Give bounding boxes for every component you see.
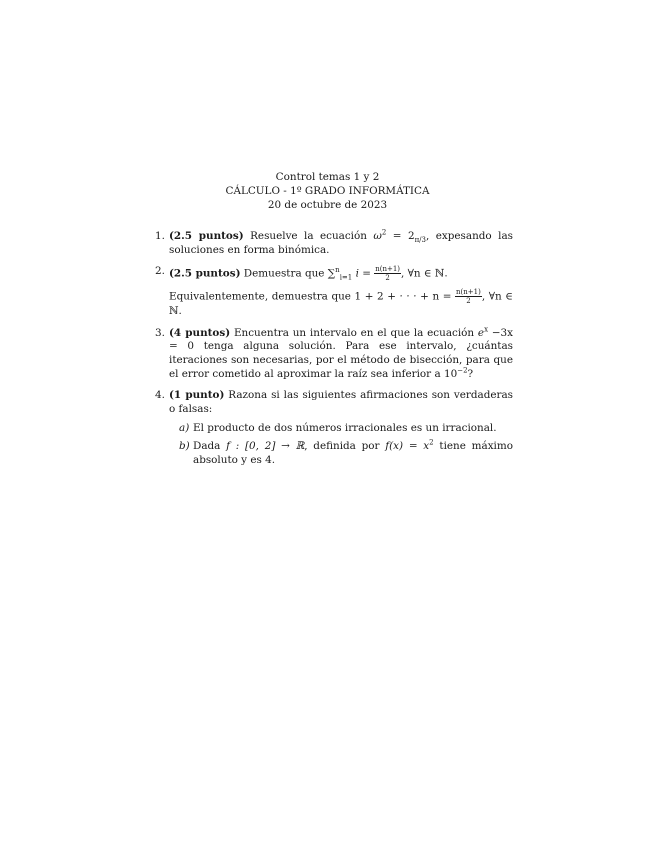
equivalent-text: Equivalentemente, demuestra que 1 + 2 + · · · + n = [169, 290, 456, 303]
fraction-denominator: 2 [466, 297, 471, 306]
header-line-3: 20 de octubre de 2023 [267, 199, 388, 211]
math-equals: = [358, 267, 375, 280]
question-text: Demuestra que [243, 267, 325, 280]
question-text: Resuelve la ecuación [250, 230, 367, 242]
sum-lower: i=1 [339, 273, 353, 282]
sub-question-label: b) [179, 439, 190, 452]
math-exponent: 2 [429, 438, 434, 447]
fraction-denominator: 2 [385, 274, 390, 283]
sum-symbol: ∑ [327, 267, 336, 280]
sub-question-text-end: tiene máximo absoluto y es 4. [193, 439, 513, 466]
math-equals: = 2 [386, 230, 415, 242]
question-text-continued: , expesando las soluciones en forma binómica. [169, 230, 513, 256]
sub-question-text: Dada [193, 439, 221, 452]
math-equation-rest: −3x = 0 [169, 326, 514, 353]
question-number: 1. [155, 230, 165, 242]
sub-question-list [169, 422, 513, 467]
exam-header [0, 170, 655, 212]
question-number: 2. [155, 265, 165, 278]
question-points: (1 punto) [169, 389, 225, 402]
math-function-definition: f(x) = x [385, 439, 430, 452]
question-4 [145, 389, 513, 467]
sub-question-text-continued: , definida por [304, 439, 380, 452]
fraction [455, 288, 482, 305]
sub-question-label: a) [179, 422, 190, 435]
question-text-continued: tenga alguna solución. Para ese intervalo, ¿cuántas iteraciones son necesarias, por el método de bisección, para que el error cometido al aproximar la raíz sea inferior a [169, 340, 513, 380]
sub-question-text: El producto de dos números irracionales es un irracional. [193, 422, 497, 435]
fraction [374, 265, 401, 282]
question-2 [145, 265, 513, 319]
question-3 [145, 327, 513, 381]
question-points: (4 puntos) [169, 326, 231, 339]
math-exponent: 2 [381, 228, 387, 237]
question-2-equivalent [169, 288, 513, 319]
question-text: Razona si las siguientes afirmaciones son verdaderas o falsas: [169, 389, 513, 415]
tolerance-base: 10 [443, 367, 458, 380]
tolerance-exponent: −2 [457, 366, 468, 375]
question-list [145, 230, 513, 475]
question-text: Encuentra un intervalo en el que la ecuación [233, 326, 475, 339]
equivalent-text-continued: , ∀n ∈ ℕ. [169, 290, 513, 318]
math-function: f : [0, 2] → ℝ [226, 439, 305, 452]
fraction-numerator: n(n+1) [375, 265, 401, 274]
sum-upper: n [335, 266, 340, 275]
question-text-continued: , ∀n ∈ ℕ. [401, 267, 448, 280]
header-line-2: CÁLCULO - 1º GRADO INFORMÁTICA [225, 185, 430, 197]
header-line-1: Control temas 1 y 2 [275, 171, 380, 183]
question-end: ? [467, 367, 474, 380]
question-number: 3. [155, 326, 165, 339]
sub-question-b [169, 440, 513, 467]
question-1 [145, 230, 513, 257]
question-points: (2.5 puntos) [169, 230, 244, 242]
math-omega: ω [373, 230, 382, 242]
fraction-numerator: n(n+1) [456, 288, 481, 297]
math-e: e [477, 326, 485, 339]
math-subscript: π/3 [414, 236, 426, 245]
sum-variable: i [355, 267, 359, 280]
math-exponent: x [484, 325, 489, 334]
sub-question-a [169, 422, 513, 436]
question-points: (2.5 puntos) [169, 267, 241, 280]
question-number: 4. [155, 389, 165, 402]
